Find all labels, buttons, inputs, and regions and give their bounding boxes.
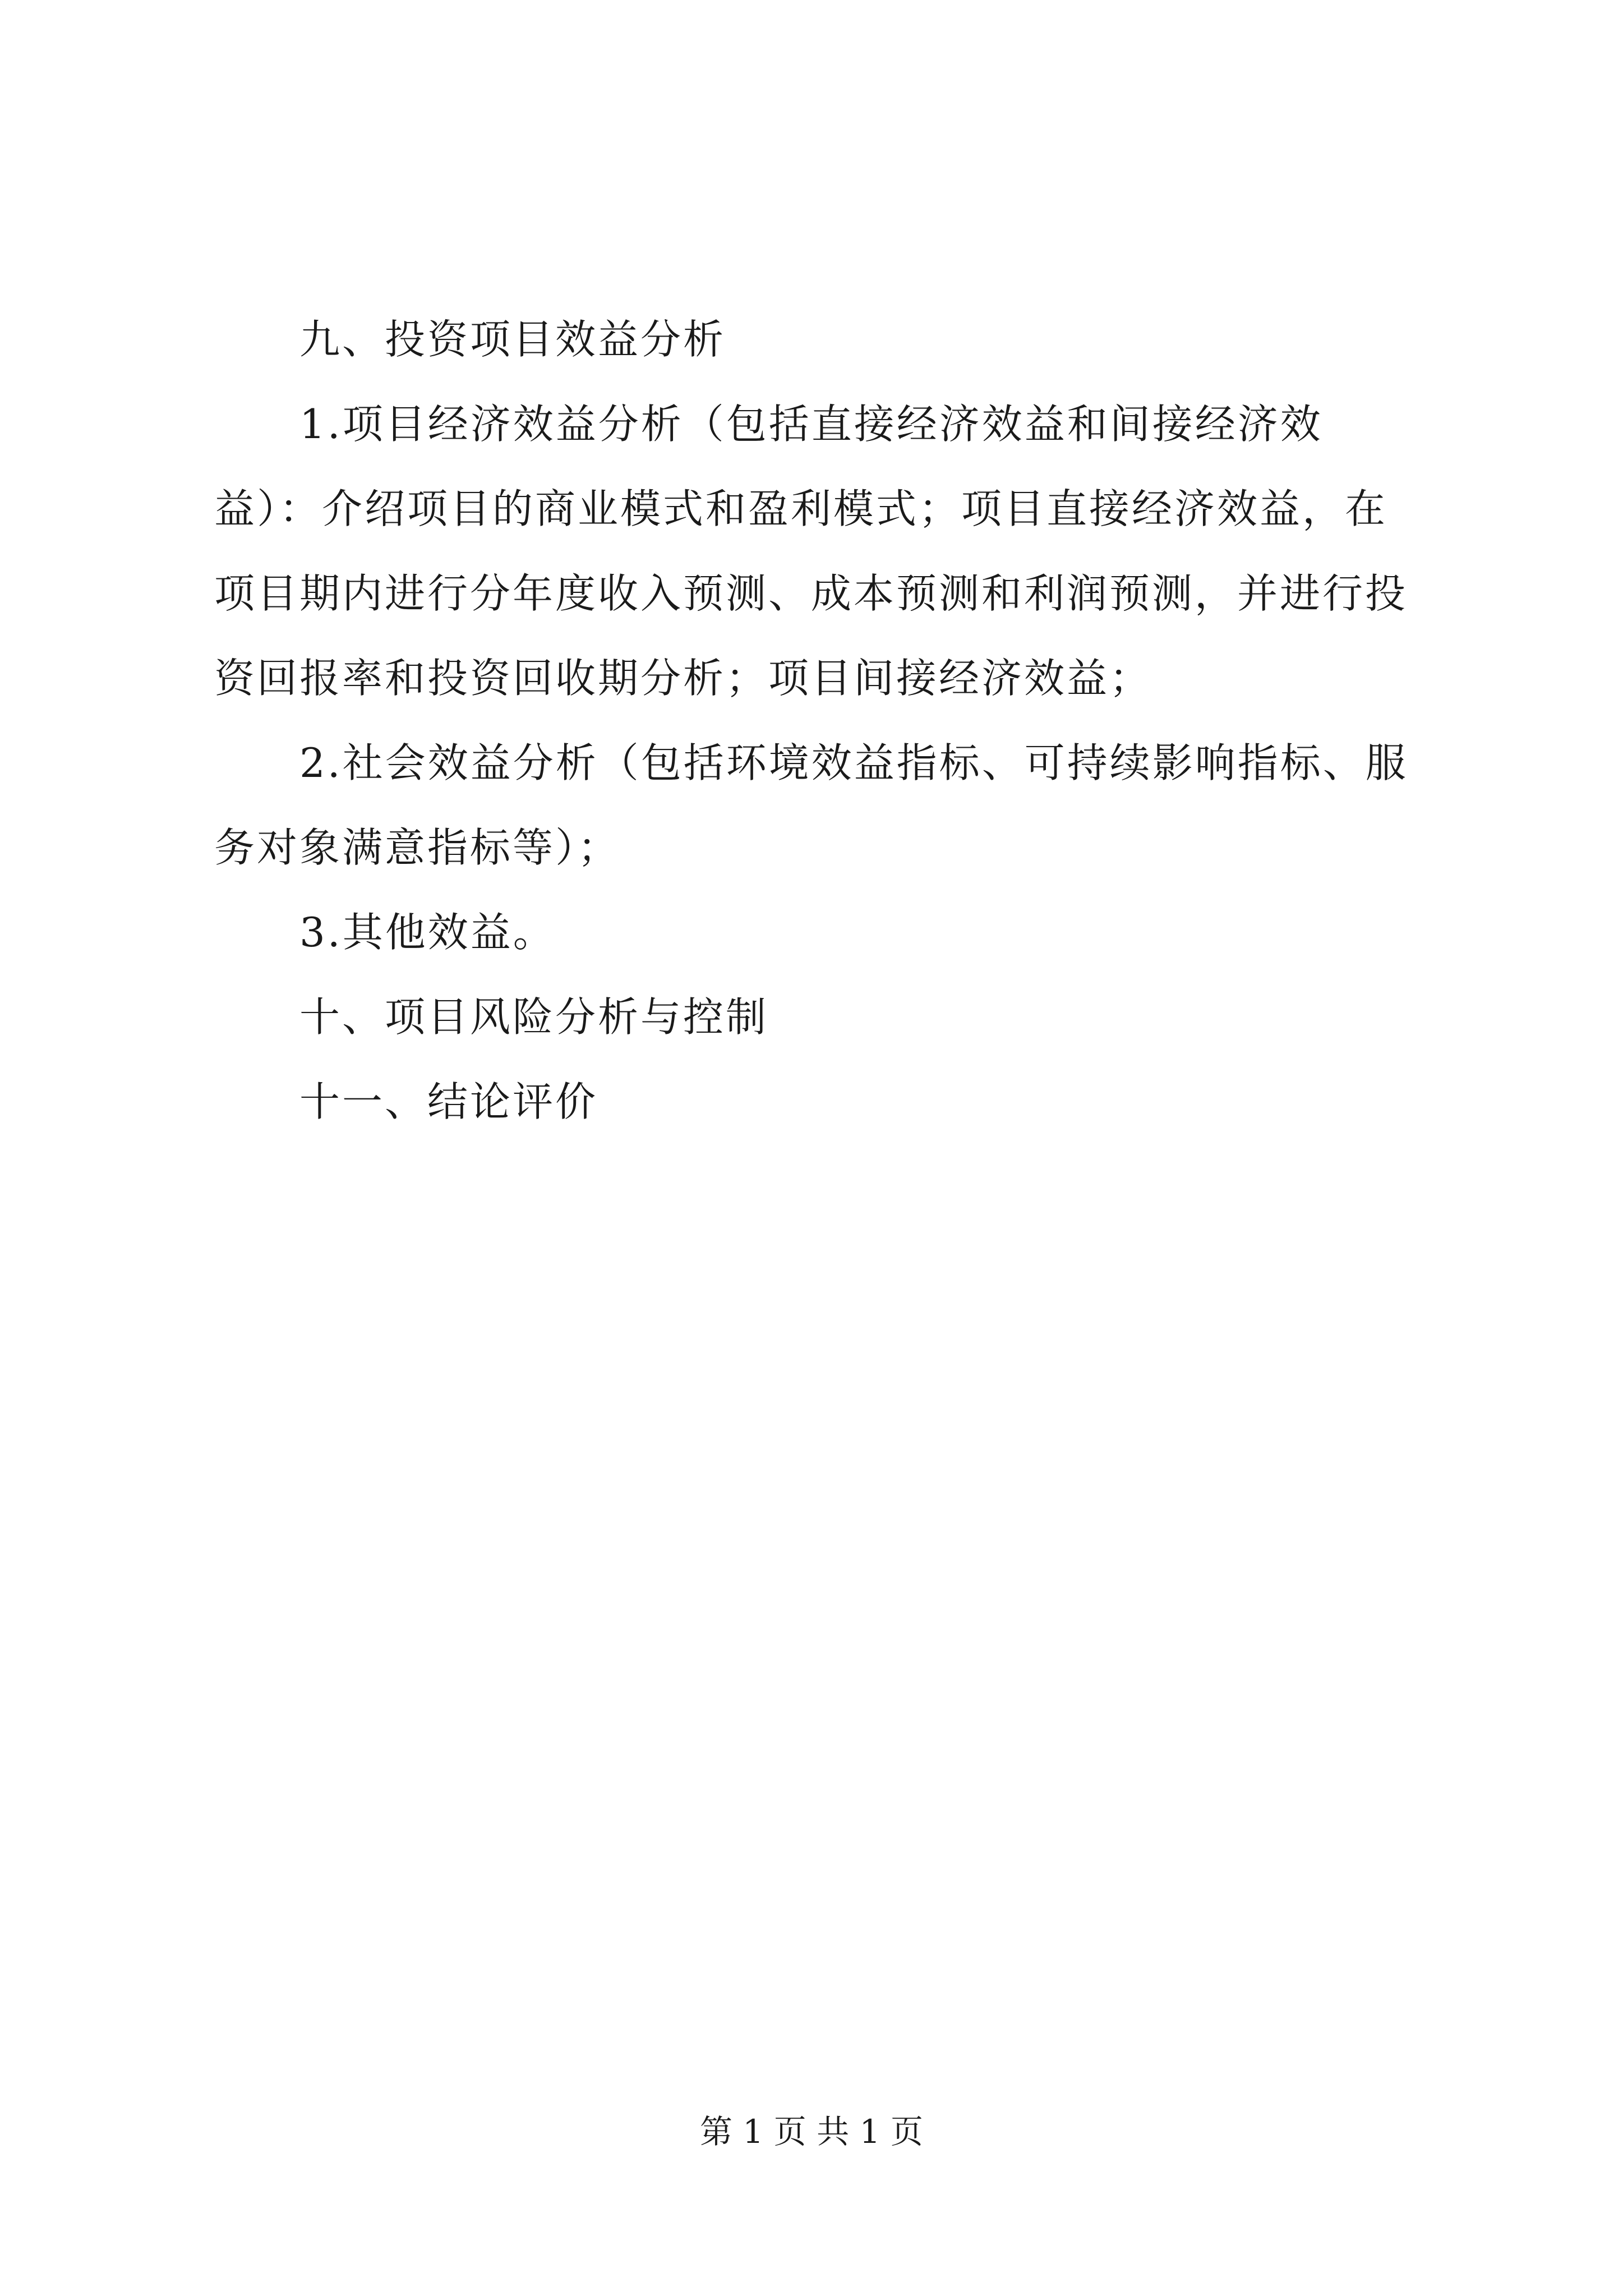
paragraph-economic-benefit: 1.项目经济效益分析（包括直接经济效益和间接经济效益）：介绍项目的商业模式和盈利模式；项目直接经济效益，在项目期内进行分年度收入预测、成本预测和利润预测，并进行投资回报率和投资回收期分析；项目间接经济效益； xyxy=(214,401,1408,702)
section-heading-conclusion: 十一、结论评价 xyxy=(299,1078,598,1125)
section-heading-risk-control: 十、项目风险分析与控制 xyxy=(299,993,769,1041)
document-body xyxy=(214,297,1426,1144)
section-heading-investment-benefit: 九、投资项目效益分析 xyxy=(299,316,726,363)
paragraph-other-benefit: 3.其他效益。 xyxy=(299,909,556,956)
paragraph-social-benefit: 2.社会效益分析（包括环境效益指标、可持续影响指标、服务对象满意指标等）； xyxy=(214,739,1408,871)
page-footer: 第 1 页 共 1 页 xyxy=(700,2113,923,2151)
